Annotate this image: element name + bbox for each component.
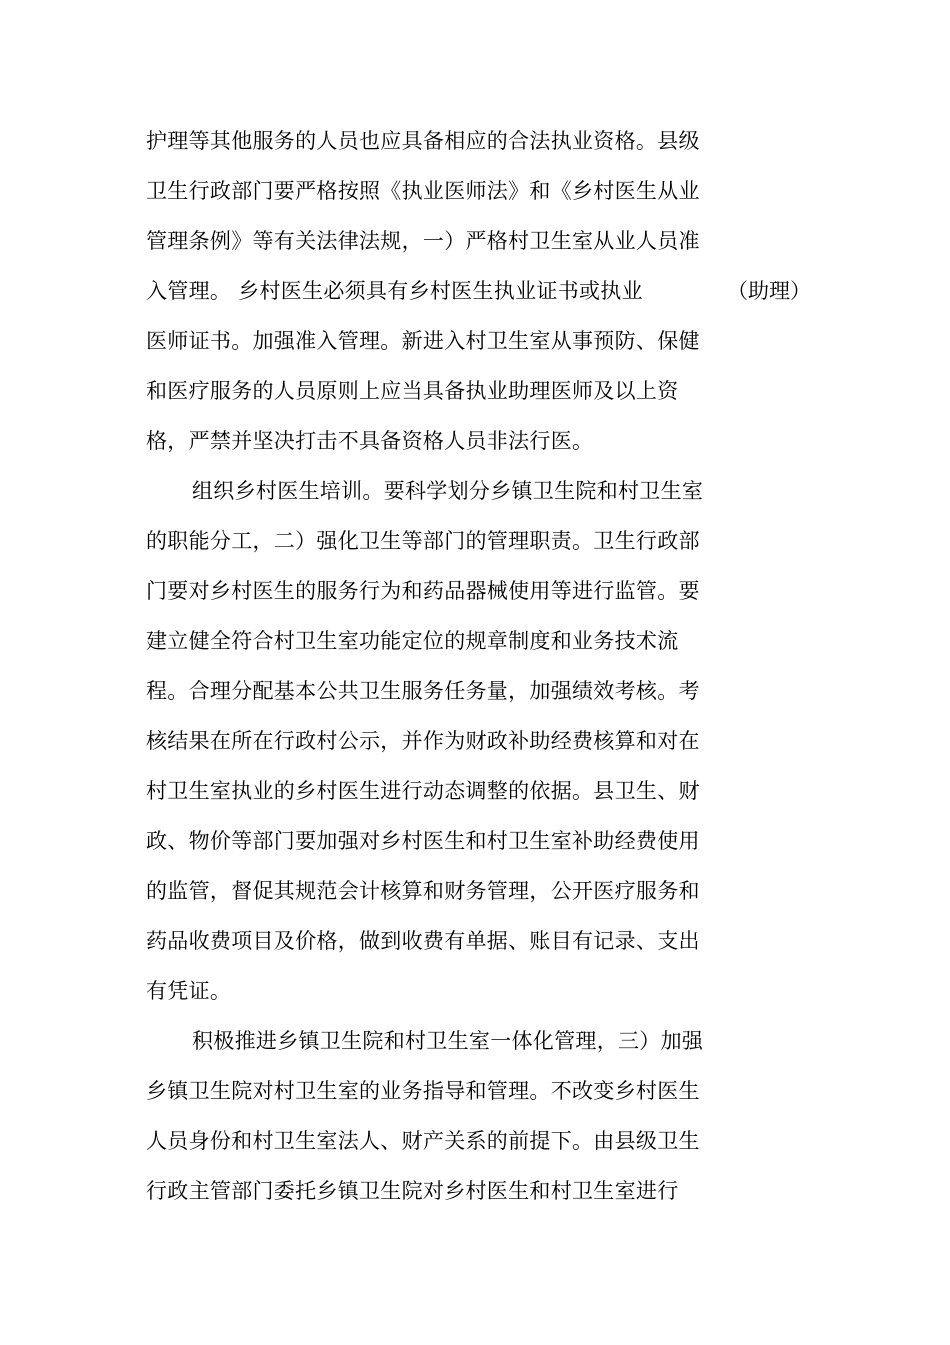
text-line: 行政主管部门委托乡镇卫生院对乡村医生和村卫生室进行 bbox=[146, 1179, 679, 1203]
text-line: 护理等其他服务的人员也应具备相应的合法执业资格。县级 bbox=[146, 129, 700, 153]
text-line: 管理条例》等有关法律法规，一）严格村卫生室从业人员准 bbox=[146, 229, 700, 253]
text-line: 程。合理分配基本公共卫生服务任务量，加强绩效考核。考 bbox=[146, 679, 700, 703]
text-line: 乡镇卫生院对村卫生室的业务指导和管理。不改变乡村医生 bbox=[146, 1079, 700, 1103]
text-line: 入管理。 乡村医生必须具有乡村医生执业证书或执业 bbox=[146, 279, 643, 303]
text-line: 有凭证。 bbox=[146, 979, 232, 1003]
text-line: 的职能分工，二）强化卫生等部门的管理职责。卫生行政部 bbox=[146, 529, 700, 553]
text-line: 和医疗服务的人员原则上应当具备执业助理医师及以上资 bbox=[146, 379, 679, 403]
paragraph-first-line: 积极推进乡镇卫生院和村卫生室一体化管理，三）加强 bbox=[192, 1029, 704, 1053]
text-line: 核结果在所在行政村公示，并作为财政补助经费核算和对在 bbox=[146, 729, 700, 753]
text-line: 的监管，督促其规范会计核算和财务管理，公开医疗服务和 bbox=[146, 879, 700, 903]
text-line: 政、物价等部门要加强对乡村医生和村卫生室补助经费使用 bbox=[146, 829, 700, 853]
text-line: 建立健全符合村卫生室功能定位的规章制度和业务技术流 bbox=[146, 629, 679, 653]
text-line: 格，严禁并坚决打击不具备资格人员非法行医。 bbox=[146, 429, 594, 453]
text-line: 村卫生室执业的乡村医生进行动态调整的依据。县卫生、财 bbox=[146, 779, 700, 803]
text-line: 人员身份和村卫生室法人、财产关系的前提下。由县级卫生 bbox=[146, 1129, 700, 1153]
aside-note: （助理） bbox=[727, 279, 811, 303]
text-line: 卫生行政部门要严格按照《执业医师法》和《乡村医生从业 bbox=[146, 179, 700, 203]
paragraph-first-line: 组织乡村医生培训。要科学划分乡镇卫生院和村卫生室 bbox=[192, 479, 704, 503]
text-line: 药品收费项目及价格，做到收费有单据、账目有记录、支出 bbox=[146, 929, 700, 953]
text-line: 门要对乡村医生的服务行为和药品器械使用等进行监管。要 bbox=[146, 579, 700, 603]
text-line: 医师证书。加强准入管理。新进入村卫生室从事预防、保健 bbox=[146, 329, 700, 353]
